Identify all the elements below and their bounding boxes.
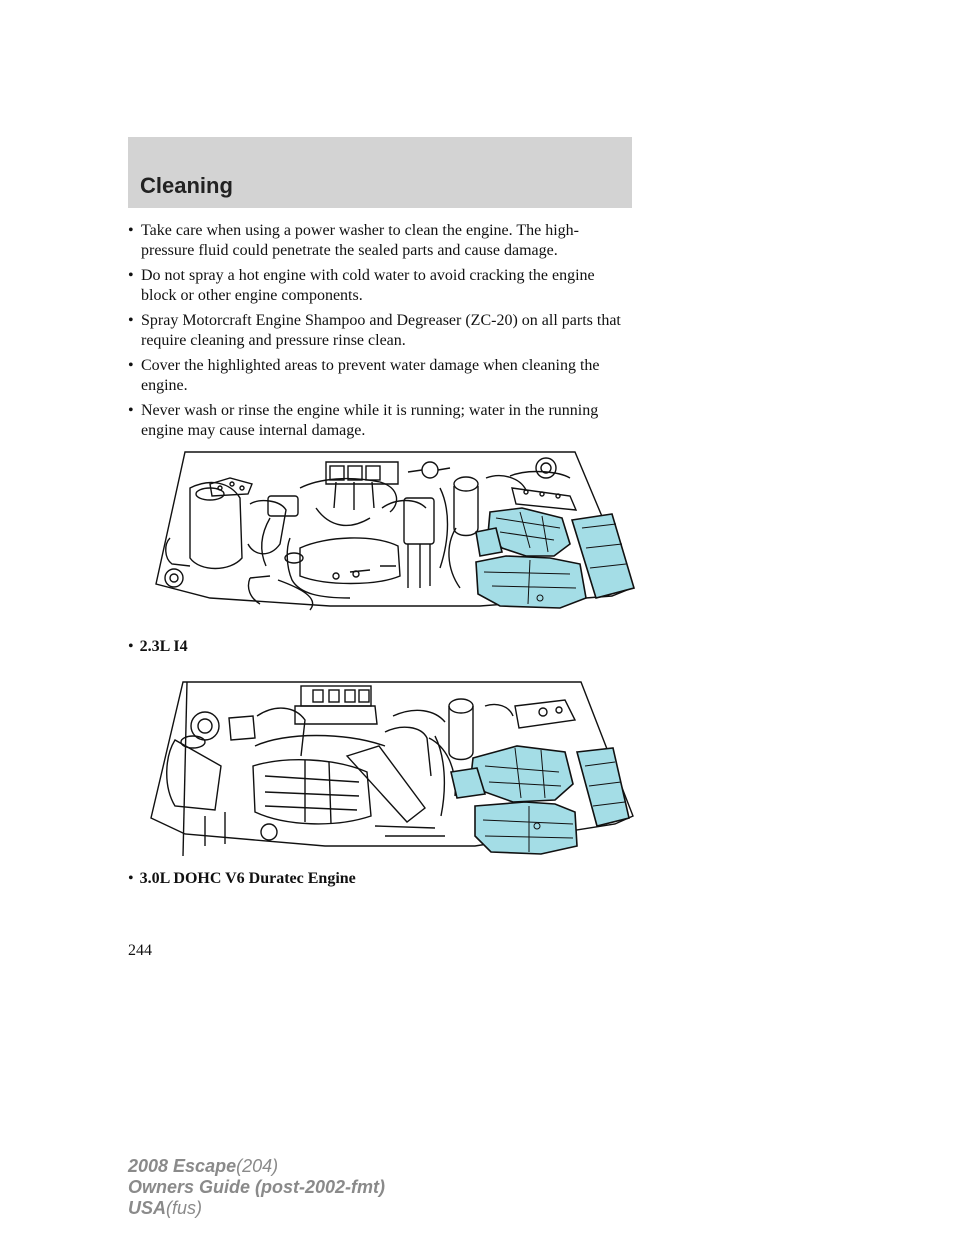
bullet-icon: •: [128, 222, 134, 239]
list-item-text: Cover the highlighted areas to prevent water damage when cleaning the engine.: [141, 357, 600, 394]
figure-caption-2.3l: [128, 638, 188, 656]
footer-line-1: [128, 1156, 385, 1177]
footer-market: USA: [128, 1198, 167, 1218]
engine-compartment-2.3l-illustration: [150, 448, 640, 614]
document-footer: [128, 1156, 385, 1219]
list-item: [128, 401, 628, 441]
footer-model-code: (204): [236, 1156, 279, 1176]
bullet-icon: •: [128, 870, 134, 887]
bullet-icon: •: [128, 357, 134, 374]
highlighted-cover-areas: [476, 508, 634, 608]
highlighted-cover-areas: [451, 746, 629, 854]
list-item-text: Spray Motorcraft Engine Shampoo and Degreaser (ZC-20) on all parts that require cleaning and pressure rinse clean.: [141, 312, 621, 349]
figure-caption-3.0l-v6: [128, 870, 356, 888]
engine-compartment-3.0l-v6-illustration: [145, 676, 635, 856]
cleaning-instructions-list: [128, 221, 628, 446]
figure-caption-text: 2.3L I4: [139, 638, 188, 655]
list-item-text: Do not spray a hot engine with cold water to avoid cracking the engine block or other engine components.: [141, 267, 595, 304]
list-item: [128, 356, 628, 396]
footer-guide: Owners Guide (post-2002-fmt): [128, 1177, 386, 1197]
section-title: Cleaning: [140, 173, 233, 198]
bullet-icon: •: [128, 312, 134, 329]
section-header: [128, 137, 632, 208]
list-item: [128, 266, 628, 306]
footer-model: 2008 Escape: [128, 1156, 237, 1176]
figure-caption-text: 3.0L DOHC V6 Duratec Engine: [139, 870, 356, 887]
page-number: 244: [128, 942, 152, 959]
footer-line-2: [128, 1177, 385, 1198]
list-item: [128, 311, 628, 351]
footer-market-code: (fus): [166, 1198, 203, 1218]
list-item: [128, 221, 628, 261]
list-item-text: Take care when using a power washer to clean the engine. The high-pressure fluid could penetrate the sealed parts and cause damage.: [141, 222, 579, 259]
list-item-text: Never wash or rinse the engine while it is running; water in the running engine may cause internal damage.: [141, 402, 599, 439]
bullet-icon: •: [128, 402, 134, 419]
footer-line-3: [128, 1198, 385, 1219]
bullet-icon: •: [128, 267, 134, 284]
bullet-icon: •: [128, 638, 134, 655]
